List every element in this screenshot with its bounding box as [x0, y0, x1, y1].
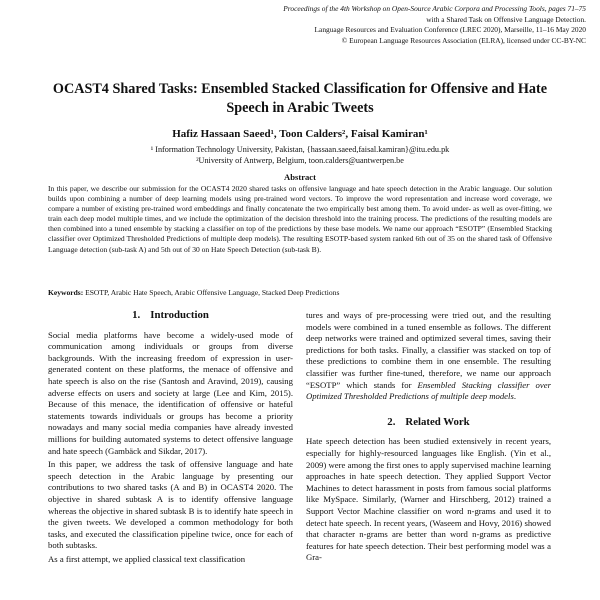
proceedings-header — [166, 4, 586, 46]
proceedings-line-1: Proceedings of the 4th Workshop on Open-Source Arabic Corpora and Processing Tools, pages 71–75 — [283, 4, 586, 13]
affiliations — [40, 144, 560, 166]
abstract-body: In this paper, we describe our submission for the OCAST4 2020 shared tasks on offensive language and hate speech detection in the Arabic language. Our solution builds upon combining a number of deep learning models using pre-trained word vectors. To improve the word representation and increase word coverage, we compare a number of existing pre-trained word embeddings and finally concatenate the two empirically best among them. To avoid under- as well as over-fitting, we train each deep model multiple times, and we include the optimization of the decision threshold into the training process. The predictions of the resulting models are then combined into a tuned ensemble by stacking a classifier on top of the predictions by these base models. We name our approach “ESOTP” (Ensembled Stacking classifier over Optimized Thresholded Predictions of multiple deep models). The resulting ESOTP-based system ranked 6th out of 35 on the shared task of Offensive Language detection (sub-task A) and 5th out of 30 on Hate Speech Detection (sub-task B). — [48, 184, 552, 254]
section-number: 2. — [387, 415, 396, 428]
esotp-expansion: Ensembled Stacking classifier over Optimized Thresholded Predictions of multiple deep models — [306, 379, 551, 402]
intro-continuation — [306, 310, 551, 403]
proceedings-line-2: with a Shared Task on Offensive Language Detection. — [426, 14, 586, 24]
section-title: Introduction — [150, 309, 209, 321]
left-column — [48, 310, 293, 567]
keywords — [48, 288, 552, 298]
section-heading-related-work — [306, 417, 551, 429]
section-number: 1. — [132, 309, 141, 321]
intro-continuation-text: tures and ways of pre-processing were tried out, and the resulting models were combined in a tuned ensemble as follows. The different deep networks were trained and optimized several times, saving their predictions for both tasks. Finally, a classifier was stacked on top of these predictions to combine them in one ensemble. The resulting classifier was further fine-tuned, therefore, we name our approach “ESOTP” which stands for — [306, 310, 551, 390]
section-title: Related Work — [405, 415, 470, 428]
related-paragraph-1: Hate speech detection has been studied extensively in recent years, especially for highly-resourced languages like English. (Yin et al., 2009) were among the first ones to apply supervised machine learning approaches in hate speech detection. They applied Support Vector Machines to detect harassment in posts from famous social platforms like MySpace. Similarly, (Warner and Hirschberg, 2012) trained a Support Vector Machine classifier on word n-grams and used it to detect hate speech. In recent years, (Waseem and Hovy, 2016) showed that character n-grams are better than word n-grams as predictive features for hate speech detection. Their best performing model was a Gra- — [306, 436, 551, 563]
proceedings-line-3: Language Resources and Evaluation Conference (LREC 2020), Marseille, 11–16 May 2020 — [314, 25, 586, 35]
affiliation-2: ²University of Antwerp, Belgium, toon.calders@uantwerpen.be — [196, 156, 404, 165]
intro-paragraph-1: Social media platforms have become a widely-used mode of communication among individuals or groups from diverse backgrounds. With the increasing freedom of expression in user-generated content on these platforms, the menace of offensive and hate speech is also on the rise (Santosh and Aravind, 2019), causing adverse effects on users and society at large (Lee and Kim, 2015). Because of this menace, the identification of offensive or hateful statements towards individuals or groups has become a priority nowadays and many social media companies have already invested millions for building automated systems to detect offensive language and hate speech (Gambäck and Sikdar, 2017). — [48, 329, 293, 456]
intro-paragraph-2: In this paper, we address the task of offensive language and hate speech detection in the Arabic language by presenting our contributions to two shared tasks (A and B) in OCAST4 2020. The objective in shared subtask A is to identify offensive language whereas the objective in shared subtask B is to identify hate speech in the given tweets. We developed a common methodology for both tasks, and executed the classification pipeline twice, once for each of both subtasks. — [48, 459, 293, 551]
paper-title: OCAST4 Shared Tasks: Ensembled Stacked Classification for Offensive and Hate Speech in Arabic Tweets — [52, 81, 548, 116]
intro-continuation-end: . — [513, 391, 517, 402]
proceedings-line-4: © European Language Resources Association (ELRA), licensed under CC-BY-NC — [341, 35, 586, 45]
keywords-list: ESOTP, Arabic Hate Speech, Arabic Offensive Language, Stacked Deep Predictions — [85, 288, 340, 297]
intro-paragraph-3: As a first attempt, we applied classical text classification — [48, 553, 246, 564]
affiliation-1: ¹ Information Technology University, Pakistan, {hassaan.saeed,faisal.kamiran}@itu.edu.pk — [150, 145, 450, 154]
authors: Hafiz Hassaan Saeed¹, Toon Calders², Faisal Kamiran¹ — [172, 128, 428, 140]
section-heading-introduction — [48, 310, 293, 322]
right-column — [306, 310, 551, 566]
keywords-label: Keywords: — [48, 288, 84, 297]
abstract-heading: Abstract — [284, 172, 316, 182]
